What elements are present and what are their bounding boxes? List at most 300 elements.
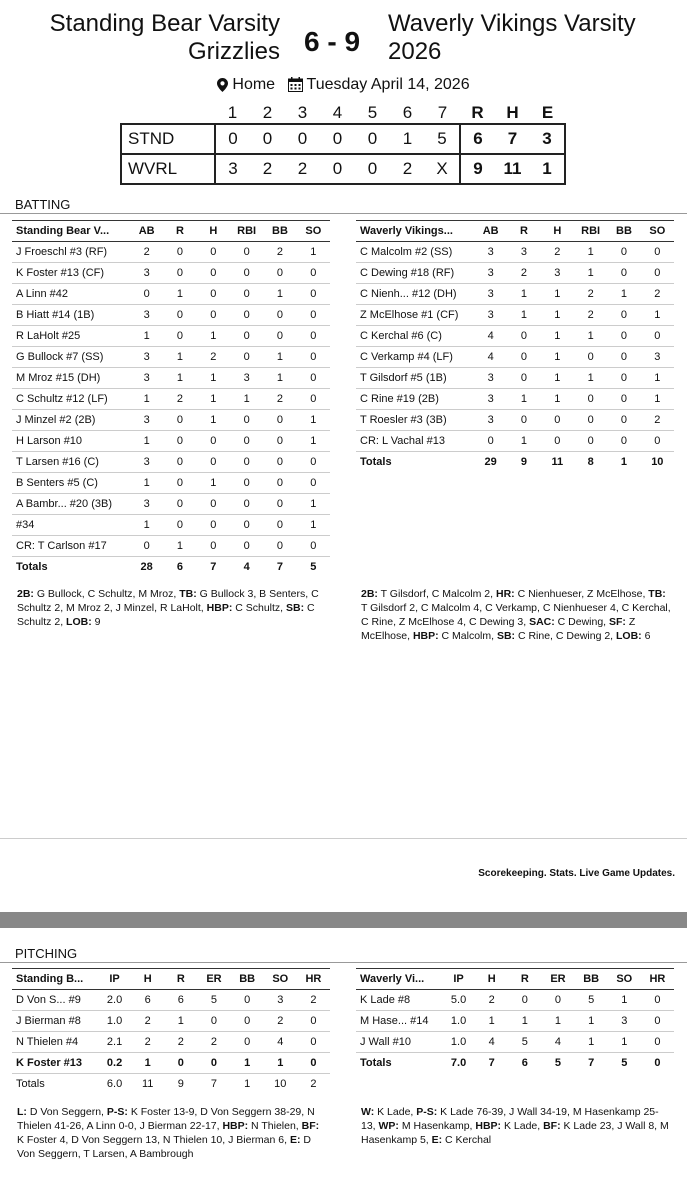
player-name: M Mroz #15 (DH) (12, 368, 130, 389)
stat-cell: 0 (130, 536, 163, 557)
player-row (12, 410, 330, 431)
player-row (12, 473, 330, 494)
inning-score: 0 (250, 124, 285, 154)
stat-cell: 0 (641, 431, 674, 452)
inning-score: X (425, 154, 460, 184)
player-name: H Larson #10 (12, 431, 130, 452)
inning-score: 2 (250, 154, 285, 184)
total-score: 7 (495, 124, 530, 154)
box-col-header: ER (197, 969, 230, 990)
totals-cell: 5 (297, 557, 330, 578)
stat-cell: 1 (130, 515, 163, 536)
player-name: D Von S... #9 (12, 990, 98, 1011)
stat-cell: 0 (230, 305, 263, 326)
stat-value: T Gilsdorf, C Malcolm 2, (377, 588, 496, 600)
stat-cell: 0 (197, 536, 230, 557)
stat-value: T Gilsdorf 2, C Malcolm 4, C Verkamp, C Nienhueser 4, C Kerchal, C Rine, Z McElhose 4, C Dewing 3, (361, 602, 671, 628)
stat-cell: 0 (574, 389, 607, 410)
stat-value: 6 (641, 630, 651, 642)
player-row (12, 515, 330, 536)
box-col-header: H (541, 221, 574, 242)
player-row (356, 990, 674, 1011)
stat-value: K Lade, (374, 1106, 417, 1118)
player-name: K Foster #13 (12, 1053, 98, 1074)
stat-cell: 3 (541, 263, 574, 284)
stat-value: 9 (91, 616, 101, 628)
stat-cell: 2 (164, 1032, 197, 1053)
player-row (356, 410, 674, 431)
stat-key: SB: (496, 630, 516, 642)
stat-cell: 1 (507, 431, 540, 452)
stat-cell: 0 (297, 1032, 330, 1053)
stat-cell: 2 (297, 990, 330, 1011)
stat-cell: 0 (641, 263, 674, 284)
player-row (12, 284, 330, 305)
stat-cell: 1 (541, 326, 574, 347)
stat-cell: 0 (607, 242, 640, 263)
box-col-header: RBI (230, 221, 263, 242)
stat-cell: 0 (197, 263, 230, 284)
box-col-header: SO (297, 221, 330, 242)
box-col-header: BB (575, 969, 608, 990)
player-name: C Nienh... #12 (DH) (356, 284, 474, 305)
stat-cell: 0 (607, 326, 640, 347)
stat-cell: 0 (263, 494, 296, 515)
stat-cell: 0 (541, 990, 574, 1011)
player-name: T Larsen #16 (C) (12, 452, 130, 473)
linescore-row (121, 124, 565, 154)
stat-key: WP: (378, 1120, 399, 1132)
player-name: #34 (12, 515, 130, 536)
stat-cell: 0 (230, 326, 263, 347)
stat-cell: 3 (264, 990, 297, 1011)
stat-key: BF: (543, 1120, 561, 1132)
stat-cell: 1 (163, 284, 196, 305)
stat-cell: 3 (130, 368, 163, 389)
totals-cell: 5 (608, 1053, 641, 1074)
player-row (12, 1011, 330, 1032)
stat-cell: 2 (197, 347, 230, 368)
stat-cell: 0 (163, 431, 196, 452)
totals-cell: 10 (264, 1074, 297, 1095)
stat-cell: 1 (297, 515, 330, 536)
stat-cell: 0 (197, 284, 230, 305)
player-name: CR: L Vachal #13 (356, 431, 474, 452)
stat-cell: 1 (641, 305, 674, 326)
total-score: 1 (530, 154, 565, 184)
stat-cell: 2 (507, 263, 540, 284)
stat-cell: 0 (230, 536, 263, 557)
stat-cell: 1 (608, 990, 641, 1011)
stat-cell: 2 (263, 389, 296, 410)
stat-cell: 0 (163, 305, 196, 326)
stat-cell: 5.0 (442, 990, 475, 1011)
stat-value: D Von Seggern, T Larsen, A Bambrough (17, 1134, 311, 1160)
inning-score: 0 (285, 124, 320, 154)
totals-cell: 7 (475, 1053, 508, 1074)
batting-home-table (356, 220, 674, 473)
stat-cell: 0 (607, 305, 640, 326)
linescore-header-row (121, 102, 565, 124)
stat-value: K Foster 4, D Von Seggern 13, N Thielen 10, J Bierman 6, (17, 1134, 290, 1146)
stat-cell: 1 (131, 1053, 164, 1074)
stat-cell: 1 (297, 410, 330, 431)
stat-cell: 0 (607, 410, 640, 431)
box-col-header: RBI (574, 221, 607, 242)
stat-cell: 1 (163, 368, 196, 389)
box-team-header: Waverly Vikings... (356, 221, 474, 242)
stat-cell: 0 (263, 410, 296, 431)
stat-cell: 0 (163, 515, 196, 536)
box-col-header: R (508, 969, 541, 990)
stat-cell: 0 (263, 515, 296, 536)
totals-cell: 6.0 (98, 1074, 131, 1095)
stat-cell: 0 (297, 1053, 330, 1074)
totals-cell: 6 (163, 557, 196, 578)
inning-score: 0 (215, 124, 250, 154)
box-header-row (12, 969, 330, 990)
inning-header: 3 (297, 102, 308, 122)
stat-cell: 3 (474, 368, 507, 389)
box-col-header: R (163, 221, 196, 242)
stat-cell: 1 (297, 494, 330, 515)
stat-cell: 0 (574, 431, 607, 452)
player-name: K Foster #13 (CF) (12, 263, 130, 284)
stat-cell: 4 (475, 1032, 508, 1053)
stat-value: M Hasenkamp, (398, 1120, 476, 1132)
totals-row (356, 452, 674, 473)
stat-cell: 0 (474, 431, 507, 452)
stat-cell: 0 (163, 410, 196, 431)
stat-cell: 0 (641, 326, 674, 347)
divider (0, 838, 687, 839)
stat-cell: 2 (264, 1011, 297, 1032)
box-col-header: BB (263, 221, 296, 242)
stat-cell: 0 (164, 1053, 197, 1074)
totals-cell: 11 (541, 452, 574, 473)
stat-cell: 0 (163, 494, 196, 515)
player-name: R LaHolt #25 (12, 326, 130, 347)
linescore-team: STND (121, 124, 215, 154)
totals-cell: 5 (541, 1053, 574, 1074)
stat-cell: 0 (297, 347, 330, 368)
player-row (356, 431, 674, 452)
stat-key: TB: (179, 588, 197, 600)
stat-cell: 1 (574, 242, 607, 263)
stat-cell: 1 (130, 473, 163, 494)
stat-cell: 2 (641, 410, 674, 431)
player-name: A Linn #42 (12, 284, 130, 305)
stat-cell: 1 (607, 284, 640, 305)
stat-cell: 1.0 (98, 1011, 131, 1032)
box-col-header: R (164, 969, 197, 990)
stat-cell: 1 (475, 1011, 508, 1032)
stat-cell: 0 (230, 284, 263, 305)
box-col-header: R (507, 221, 540, 242)
game-header (0, 0, 687, 100)
stat-cell: 0 (197, 494, 230, 515)
stat-cell: 1 (130, 431, 163, 452)
stat-cell: 0 (163, 242, 196, 263)
linescore-team: WVRL (121, 154, 215, 184)
location-pin-icon (217, 78, 228, 92)
stat-cell: 0 (297, 389, 330, 410)
box-col-header: H (131, 969, 164, 990)
batting-away-table (12, 220, 330, 578)
inning-score: 2 (285, 154, 320, 184)
player-name: CR: T Carlson #17 (12, 536, 130, 557)
inning-header: 7 (437, 102, 448, 122)
player-name: J Minzel #2 (2B) (12, 410, 130, 431)
stat-cell: 1 (264, 1053, 297, 1074)
stat-cell: 1 (197, 473, 230, 494)
total-header: E (541, 102, 554, 122)
player-row (356, 368, 674, 389)
stat-value: C Schultz, (232, 602, 287, 614)
stat-cell: 1 (507, 284, 540, 305)
stat-key: HBP: (206, 602, 233, 614)
stat-cell: 2 (263, 242, 296, 263)
box-col-header: SO (608, 969, 641, 990)
totals-cell: 7 (197, 557, 230, 578)
stat-cell: 1 (541, 305, 574, 326)
stat-cell: 3 (474, 410, 507, 431)
home-team-name: Waverly Vikings Varsity 2026 (388, 10, 636, 65)
totals-row (356, 1053, 674, 1074)
player-row (356, 389, 674, 410)
stat-value: K Lade, (501, 1120, 544, 1132)
stat-value: G Bullock 3, B Senters, C Schultz 2, M Mroz 2, J Minzel, R LaHolt, (17, 588, 319, 614)
player-name: J Wall #10 (356, 1032, 442, 1053)
player-name: C Kerchal #6 (C) (356, 326, 474, 347)
stat-cell: 0 (231, 1032, 264, 1053)
stat-cell: 2.1 (98, 1032, 131, 1053)
totals-cell: 7 (263, 557, 296, 578)
linescore-row (121, 154, 565, 184)
player-name: C Malcolm #2 (SS) (356, 242, 474, 263)
stat-cell: 3 (130, 263, 163, 284)
stat-key: W: (361, 1106, 375, 1118)
stat-cell: 0 (607, 347, 640, 368)
pitching-title: PITCHING (15, 946, 78, 961)
box-col-header: SO (641, 221, 674, 242)
stat-key: L: (17, 1106, 27, 1118)
stat-key: LOB: (66, 616, 92, 628)
linescore-table (120, 102, 566, 185)
box-team-header: Standing Bear V... (12, 221, 130, 242)
inning-score: 2 (390, 154, 425, 184)
stat-key: E: (289, 1134, 301, 1146)
box-col-header: AB (474, 221, 507, 242)
stat-value: N Thielen, (248, 1120, 302, 1132)
inning-header: 1 (227, 102, 238, 122)
divider (0, 213, 687, 214)
stat-cell: 5 (197, 990, 230, 1011)
stat-key: TB: (648, 588, 666, 600)
stat-cell: 3 (230, 368, 263, 389)
calendar-icon (288, 77, 303, 92)
stat-cell: 1 (197, 368, 230, 389)
stat-cell: 1 (541, 389, 574, 410)
stat-cell: 0 (574, 347, 607, 368)
stat-value: C Nienhueser, Z McElhose, (514, 588, 649, 600)
total-score: 9 (460, 154, 495, 184)
stat-cell: 0 (541, 431, 574, 452)
inning-score: 3 (215, 154, 250, 184)
stat-cell: 3 (130, 410, 163, 431)
stat-cell: 0 (263, 326, 296, 347)
stat-cell: 1 (541, 347, 574, 368)
stat-cell: 3 (130, 452, 163, 473)
stat-cell: 0 (641, 990, 674, 1011)
player-row (12, 263, 330, 284)
box-col-header: HR (641, 969, 674, 990)
stat-cell: 0 (297, 305, 330, 326)
box-col-header: BB (607, 221, 640, 242)
box-col-header: ER (541, 969, 574, 990)
stat-cell: 1.0 (442, 1032, 475, 1053)
stat-value: K Lade 76-39, J Wall 34-19, M Hasenkamp 25-13, (361, 1106, 659, 1132)
stat-cell: 3 (130, 305, 163, 326)
stat-cell: 2 (130, 242, 163, 263)
stat-cell: 0 (230, 263, 263, 284)
player-row (12, 242, 330, 263)
totals-cell: 7.0 (442, 1053, 475, 1074)
stat-cell: 1 (541, 284, 574, 305)
batting-away-notes (17, 587, 327, 629)
pitching-away-notes (17, 1105, 327, 1161)
stat-key: SF: (609, 616, 626, 628)
stat-cell: 1 (263, 284, 296, 305)
stat-cell: 2 (131, 1011, 164, 1032)
stat-cell: 0 (607, 389, 640, 410)
stat-cell: 0 (163, 326, 196, 347)
stat-cell: 0 (197, 515, 230, 536)
totals-label: Totals (12, 1074, 98, 1095)
box-header-row (356, 969, 674, 990)
inning-header: 2 (262, 102, 273, 122)
location (217, 76, 279, 93)
date (288, 76, 470, 93)
inning-header: 6 (402, 102, 413, 122)
stat-key: P-S: (106, 1106, 128, 1118)
player-row (12, 1032, 330, 1053)
player-row (356, 326, 674, 347)
inning-score: 0 (355, 154, 390, 184)
total-header: R (471, 102, 484, 122)
totals-cell: 1 (231, 1074, 264, 1095)
player-name: C Schultz #12 (LF) (12, 389, 130, 410)
box-team-header: Waverly Vi... (356, 969, 442, 990)
stat-cell: 3 (130, 494, 163, 515)
totals-cell: 29 (474, 452, 507, 473)
player-row (12, 1053, 330, 1074)
inning-score: 5 (425, 124, 460, 154)
stat-cell: 0 (263, 452, 296, 473)
stat-cell: 0 (230, 242, 263, 263)
stat-cell: 0 (297, 536, 330, 557)
stat-cell: 0 (607, 263, 640, 284)
stat-cell: 2 (574, 284, 607, 305)
stat-cell: 0 (230, 410, 263, 431)
stat-cell: 0.2 (98, 1053, 131, 1074)
stat-cell: 1 (574, 368, 607, 389)
stat-cell: 0 (641, 1011, 674, 1032)
stat-cell: 1 (508, 1011, 541, 1032)
inning-score: 0 (320, 124, 355, 154)
player-name: G Bullock #7 (SS) (12, 347, 130, 368)
stat-cell: 0 (197, 1053, 230, 1074)
stat-cell: 0 (263, 431, 296, 452)
stat-cell: 1 (541, 368, 574, 389)
stat-cell: 0 (263, 473, 296, 494)
stat-cell: 0 (263, 263, 296, 284)
game-meta (0, 76, 687, 94)
stat-cell: 0 (507, 326, 540, 347)
stat-cell: 3 (507, 242, 540, 263)
player-name: J Bierman #8 (12, 1011, 98, 1032)
stat-cell: 4 (264, 1032, 297, 1053)
total-score: 6 (460, 124, 495, 154)
stat-cell: 0 (297, 326, 330, 347)
totals-cell: 9 (164, 1074, 197, 1095)
totals-label: Totals (356, 1053, 442, 1074)
pitching-home-notes (361, 1105, 673, 1147)
stat-value: Z McElhose, (361, 616, 636, 642)
player-name: T Gilsdorf #5 (1B) (356, 368, 474, 389)
player-name: J Froeschl #3 (RF) (12, 242, 130, 263)
stat-cell: 1 (163, 347, 196, 368)
box-col-header: IP (98, 969, 131, 990)
stat-cell: 1 (197, 410, 230, 431)
box-col-header: HR (297, 969, 330, 990)
stat-cell: 0 (297, 263, 330, 284)
stat-cell: 0 (197, 1011, 230, 1032)
totals-cell: 11 (131, 1074, 164, 1095)
box-col-header: AB (130, 221, 163, 242)
stat-cell: 0 (263, 536, 296, 557)
player-name: C Rine #19 (2B) (356, 389, 474, 410)
pitching-home-table (356, 968, 674, 1074)
stat-cell: 1 (641, 368, 674, 389)
player-name: K Lade #8 (356, 990, 442, 1011)
player-row (356, 1011, 674, 1032)
player-row (12, 368, 330, 389)
stat-cell: 0 (297, 368, 330, 389)
stat-cell: 0 (163, 452, 196, 473)
stat-cell: 0 (297, 1011, 330, 1032)
inning-score: 0 (320, 154, 355, 184)
stat-key: HR: (495, 588, 515, 600)
stat-cell: 1 (575, 1011, 608, 1032)
stat-cell: 0 (507, 410, 540, 431)
stat-cell: 1 (541, 1011, 574, 1032)
stat-cell: 3 (474, 389, 507, 410)
stat-cell: 0 (541, 410, 574, 431)
player-name: A Bambr... #20 (3B) (12, 494, 130, 515)
stat-cell: 3 (474, 284, 507, 305)
stat-cell: 0 (230, 473, 263, 494)
stat-cell: 1 (231, 1053, 264, 1074)
player-row (356, 242, 674, 263)
stat-cell: 3 (474, 305, 507, 326)
stat-cell: 0 (508, 990, 541, 1011)
player-row (12, 431, 330, 452)
stat-cell: 3 (474, 242, 507, 263)
box-col-header: SO (264, 969, 297, 990)
box-col-header: BB (231, 969, 264, 990)
player-row (12, 347, 330, 368)
